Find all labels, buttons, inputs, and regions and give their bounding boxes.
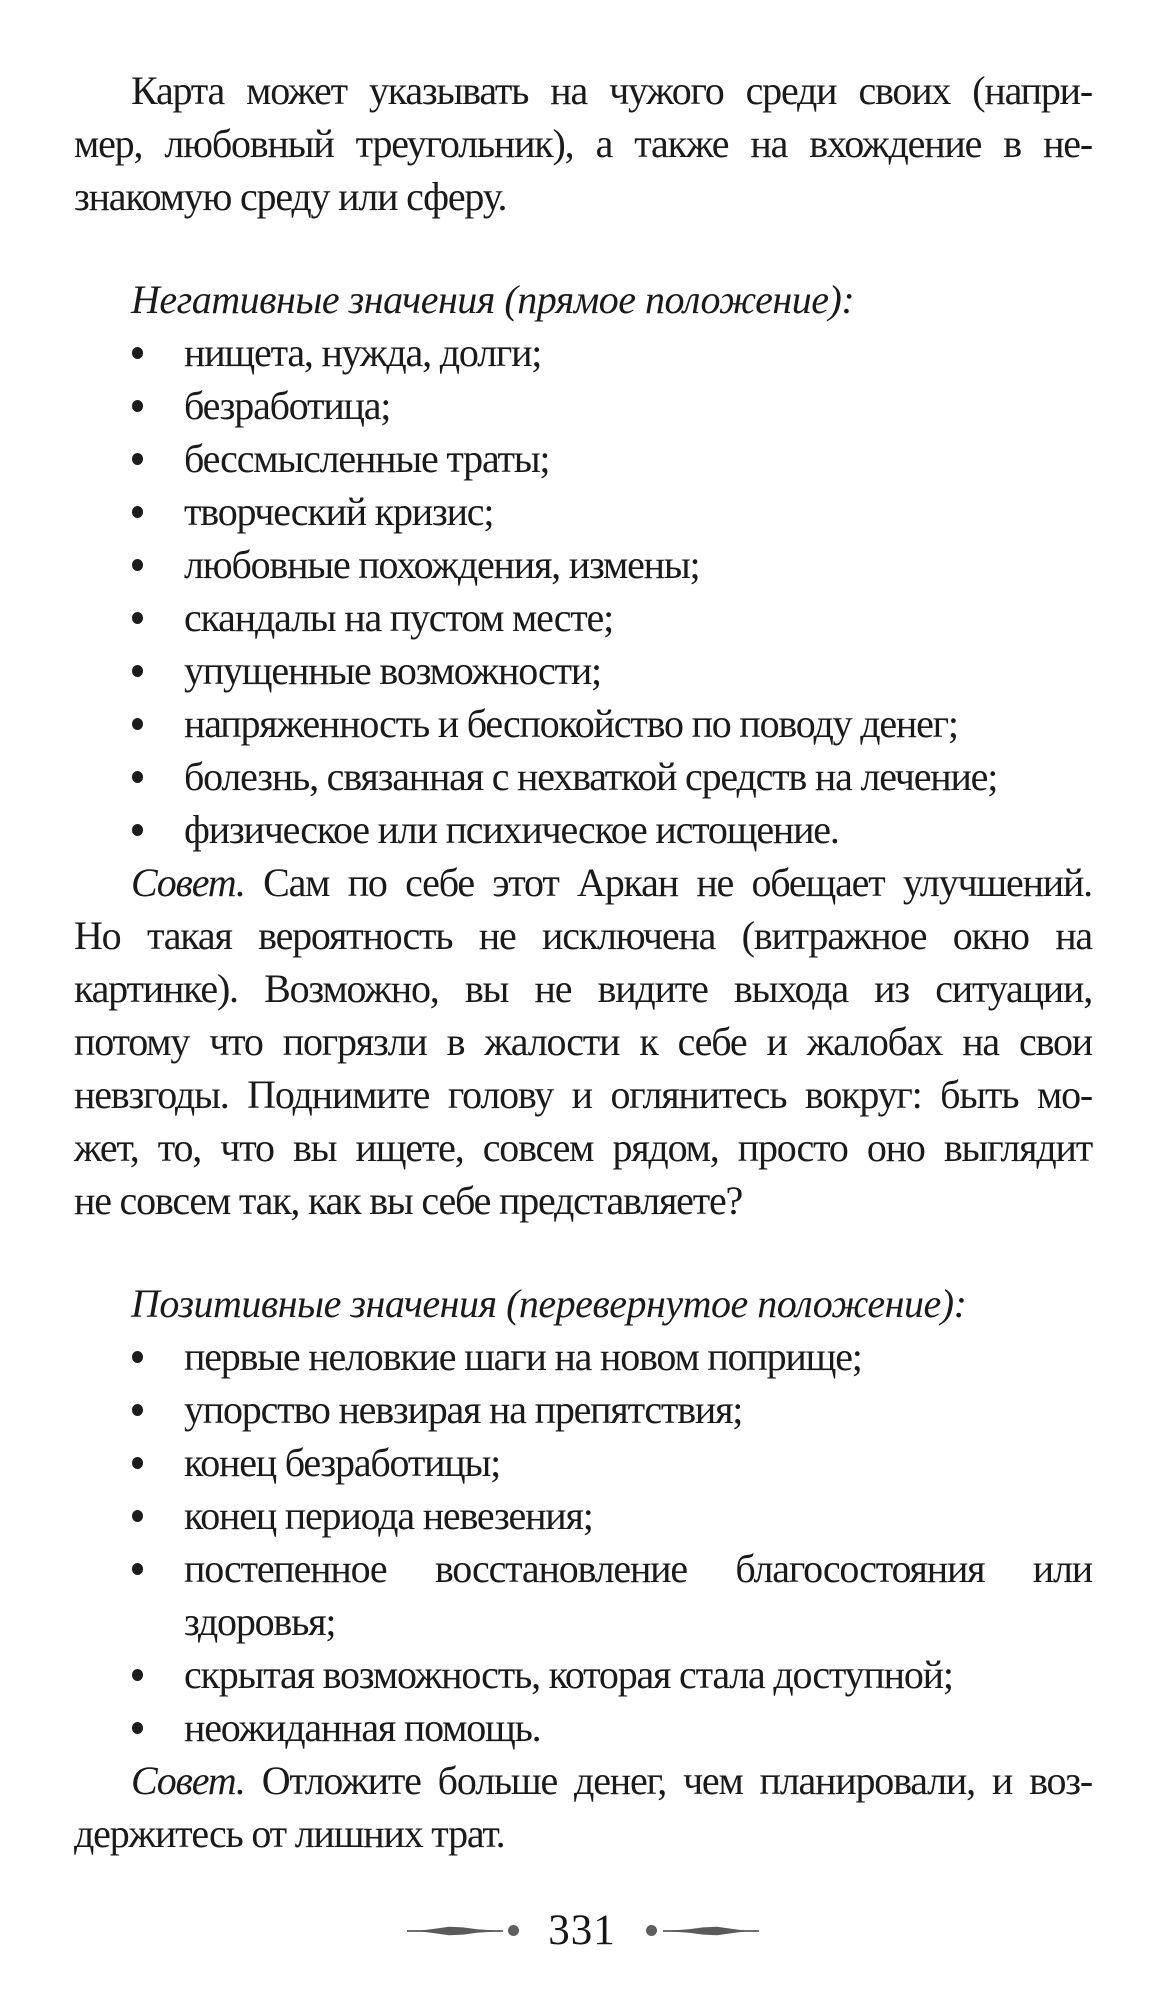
text-line: упорство невзирая на препятствия; [184, 1387, 743, 1432]
text-line: творческий кризис; [184, 489, 494, 534]
text-line: безработица; [184, 383, 391, 428]
separator-dot-right [646, 1925, 657, 1936]
list-item [74, 1701, 1092, 1754]
list-item [74, 750, 1092, 803]
text-line: Совет. Сам по себе этот Аркан не обещает улучшений. [131, 860, 1092, 905]
negative-list [74, 326, 1092, 856]
text-line: не совсем так, как вы себе представляете? [74, 1178, 743, 1223]
list-item [74, 1489, 1092, 1542]
text-line: картинке). Возможно, вы не видите выхода из ситуации, [74, 966, 1092, 1011]
text-line: держитесь от лишних трат. [74, 1811, 505, 1856]
list-item [74, 1648, 1092, 1701]
text-line: Карта может указывать на чужого среди своих (напри- [131, 68, 1092, 113]
text-line: конец периода невезения; [184, 1493, 593, 1538]
text-line: бессмысленные траты; [184, 436, 550, 481]
text-line: знакомую среду или сферу. [74, 174, 507, 219]
list-item [74, 1383, 1092, 1436]
separator-dot-left [508, 1925, 519, 1936]
negative-heading: Негативные значения (прямое положение): [131, 277, 855, 322]
text-line: невзгоды. Поднимите голову и оглянитесь вокруг: быть мо- [74, 1072, 1092, 1117]
text-line: нищета, нужда, долги; [184, 330, 542, 375]
text-line: скрытая возможность, которая стала доступной; [184, 1652, 953, 1697]
text-line: Но такая вероятность не исключена (витражное окно на [74, 913, 1092, 958]
positive-list [74, 1330, 1092, 1754]
list-item [74, 1330, 1092, 1383]
ornament-left-icon [407, 1924, 505, 1938]
text-line: неожиданная помощь. [184, 1705, 541, 1750]
advice-positive [74, 1754, 1092, 1860]
text-line: упущенные возможности; [184, 648, 601, 693]
text-line: постепенное восстановление благосостояния или [184, 1546, 1092, 1591]
page-number: 331 [548, 1907, 616, 1954]
text-line: Совет. Отложите больше денег, чем планировали, и воз- [131, 1758, 1092, 1803]
paragraph-intro [74, 64, 1092, 223]
text-line: здоровья; [184, 1599, 336, 1644]
text-line: физическое или психическое истощение. [184, 807, 839, 852]
text-line: жет, то, что вы ищете, совсем рядом, просто оно выглядит [74, 1125, 1092, 1170]
list-item [74, 379, 1092, 432]
list-item [74, 803, 1092, 856]
list-item [74, 432, 1092, 485]
text-line: конец безработицы; [184, 1440, 501, 1485]
list-item [74, 697, 1092, 750]
text-line: первые неловкие шаги на новом поприще; [184, 1334, 862, 1379]
list-item [74, 538, 1092, 591]
list-item [74, 1542, 1092, 1648]
text-line: любовные похождения, измены; [184, 542, 700, 587]
list-item [74, 591, 1092, 644]
text-line: потому что погрязли в жалости к себе и жалобах на свои [74, 1019, 1092, 1064]
list-item [74, 485, 1092, 538]
text-line: болезнь, связанная с нехваткой средств на лечение; [184, 754, 998, 799]
list-item [74, 326, 1092, 379]
text-line: мер, любовный треугольник), а также на вхождение в не- [74, 121, 1092, 166]
page-footer [74, 1904, 1092, 1957]
advice-lead: Совет. [131, 860, 245, 905]
ornament-right-icon [661, 1924, 759, 1938]
advice-negative [74, 856, 1092, 1227]
text-line: скандалы на пустом месте; [184, 595, 614, 640]
text-line: напряженность и беспокойство по поводу денег; [184, 701, 958, 746]
positive-heading: Позитивные значения (перевернутое положение): [131, 1281, 967, 1326]
list-item [74, 644, 1092, 697]
advice-lead: Совет. [131, 1758, 245, 1803]
list-item [74, 1436, 1092, 1489]
